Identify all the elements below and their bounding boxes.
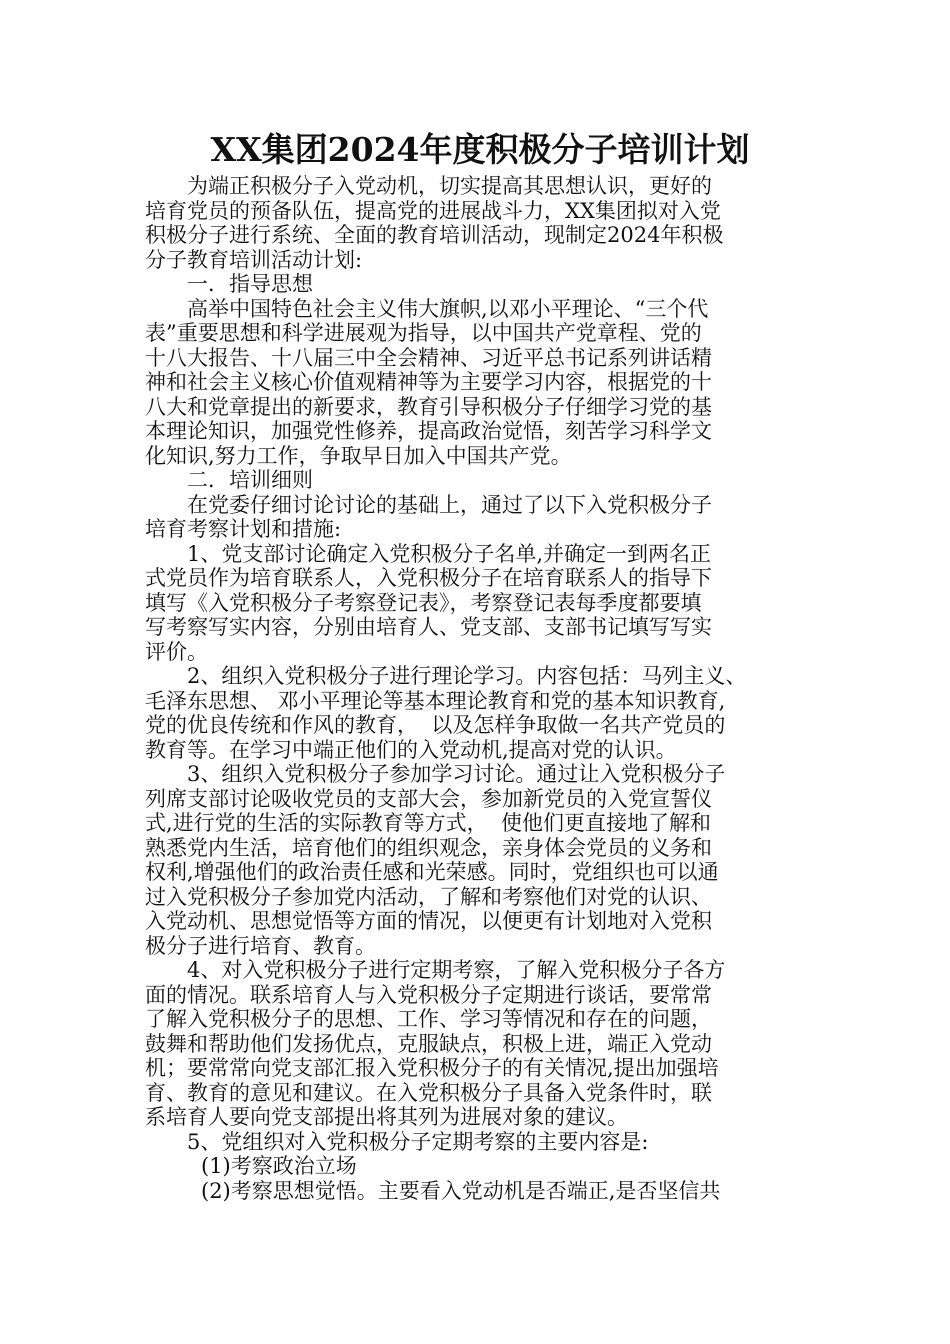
text-line: 填写《入党积极分子考察登记表》，考察登记表每季度都要填 [145, 590, 702, 615]
text-line: 1、党支部讨论确定入党积极分子名单,并确定一到两名正 [187, 541, 712, 566]
text-line: 本理论知识，加强党性修养，提高政治觉悟，刻苦学习科学文 [145, 419, 712, 443]
text-line: 毛泽东思想、 邓小平理论等基本理论教育和党的基本知识教育, [145, 688, 726, 713]
text-line: (1)考察政治立场 [201, 1154, 357, 1178]
text-line: 熟悉党内生活，培育他们的组织观念，亲身体会党员的义务和 [145, 835, 712, 860]
text-line: 评价。 [145, 639, 208, 664]
text-line: 化知识,努力工作，争取早日加入中国共产党。 [145, 443, 572, 468]
text-line: 培育考察计划和措施: [145, 517, 342, 541]
text-line: 2、组织入党积极分子进行理论学习。内容包括：马列主义、 [187, 664, 747, 688]
text-line: 极分子进行培育、教育。 [145, 933, 376, 958]
document-body [145, 174, 815, 1203]
text-line: (2)考察思想觉悟。主要看入党动机是否端正,是否坚信共 [201, 1178, 721, 1203]
text-line: 过入党积极分子参加党内活动，了解和考察他们对党的认识、 [145, 884, 712, 909]
text-line: 二．培训细则 [187, 468, 313, 492]
text-line: 分子教育培训活动计划: [145, 247, 363, 272]
text-line: 面的情况。联系培育人与入党积极分子定期进行谈话，要常常 [145, 982, 712, 1007]
text-line: 为端正积极分子入党动机，切实提高其思想认识，更好的 [187, 174, 712, 198]
text-line: 一．指导思想 [187, 272, 313, 296]
text-line: 神和社会主义核心价值观精神等为主要学习内容，根据党的十 [145, 370, 712, 394]
document-page [145, 126, 815, 1203]
text-line: 3、组织入党积极分子参加学习讨论。通过让入党积极分子 [187, 762, 726, 786]
text-line: 机；要常常向党支部汇报入党积极分子的有关情况,提出加强培 [145, 1056, 719, 1080]
text-line: 列席支部讨论吸收党员的支部大会，参加新党员的入党宣誓仪 [145, 786, 712, 811]
text-line: 入党动机、思想觉悟等方面的情况，以便更有计划地对入党积 [145, 909, 712, 933]
text-line: 式,进行党的生活的实际教育等方式， 使他们更直接地了解和 [145, 811, 712, 835]
text-line: 高举中国特色社会主义伟大旗帜,以邓小平理论、“三个代 [187, 296, 709, 321]
text-line: 写考察写实内容，分别由培育人、党支部、支部书记填写写实 [145, 615, 712, 639]
document-title: XX集团2024年度积极分子培训计划 [210, 130, 750, 169]
text-line: 在党委仔细讨论讨论的基础上，通过了以下入党积极分子 [187, 492, 712, 517]
text-line: 鼓舞和帮助他们发扬优点，克服缺点，积极上进，端正入党动 [145, 1031, 712, 1056]
text-line: 育、教育的意见和建议。在入党积极分子具备入党条件时，联 [145, 1080, 712, 1105]
text-line: 十八大报告、十八届三中全会精神、习近平总书记系列讲话精 [145, 345, 712, 370]
text-line: 系培育人要向党支部提出将其列为进展对象的建议。 [145, 1105, 628, 1129]
text-line: 积极分子进行系统、全面的教育培训活动，现制定2024年积极 [145, 223, 724, 247]
text-line: 了解入党积极分子的思想、工作、学习等情况和存在的问题， [145, 1007, 712, 1031]
text-line: 八大和党章提出的新要求，教育引导积极分子仔细学习党的基 [145, 394, 712, 419]
text-line: 表”重要思想和科学进展观为指导，以中国共产党章程、党的 [145, 321, 702, 345]
text-line: 教育等。在学习中端正他们的入党动机,提高对党的认识。 [145, 737, 677, 762]
text-line: 5、党组织对入党积极分子定期考察的主要内容是: [187, 1129, 649, 1154]
text-line: 培育党员的预备队伍，提高党的进展战斗力，XX集团拟对入党 [145, 198, 721, 223]
text-line: 权利,增强他们的政治责任感和光荣感。同时，党组织也可以通 [145, 860, 719, 884]
text-line: 党的优良传统和作风的教育， 以及怎样争取做一名共产党员的 [145, 713, 726, 737]
text-line: 4、对入党积极分子进行定期考察，了解入党积极分子各方 [187, 958, 726, 982]
text-line: 式党员作为培育联系人，入党积极分子在培育联系人的指导下 [145, 566, 712, 590]
